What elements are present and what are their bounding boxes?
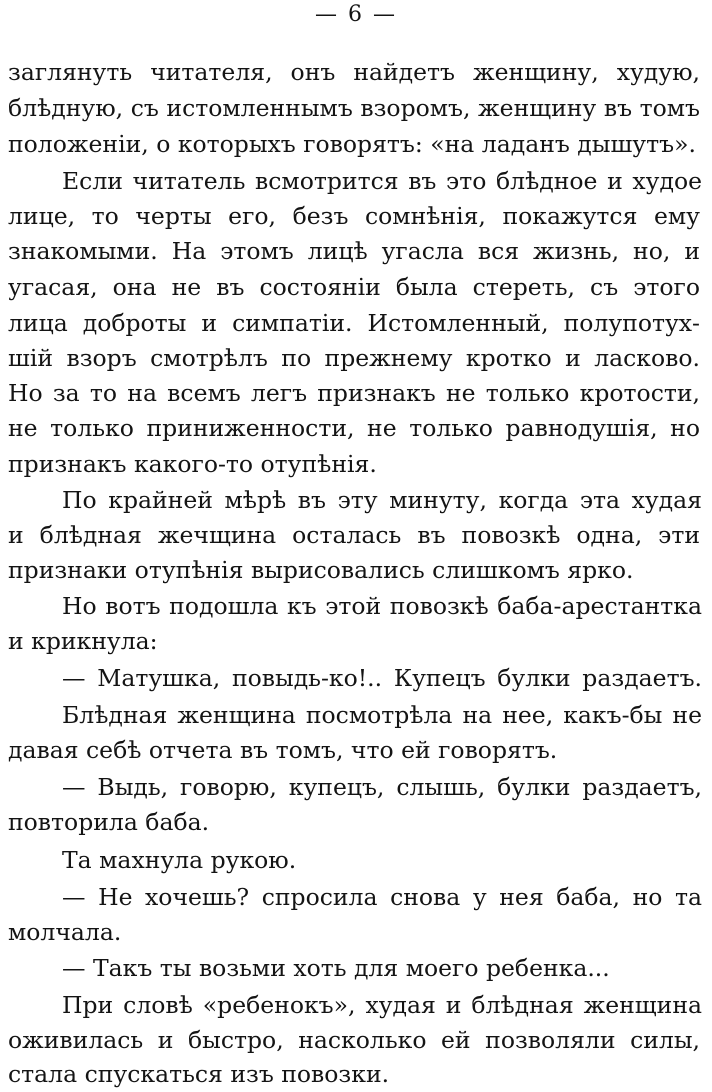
text-line: давая себѣ отчета въ томъ, что ей говорятъ. <box>8 736 558 764</box>
dialogue-line: — Такъ ты возьми хоть для моего ребенка... <box>62 954 610 982</box>
dialogue-line: — Выдь, говорю, купецъ, слышь, булки раздаетъ, <box>62 773 702 801</box>
text-line: признаки отупѣнiя вырисовались слишкомъ ярко. <box>8 556 634 584</box>
dialogue-line: — Матушка, повыдь-ко!.. Купецъ булки раздаетъ. <box>62 664 702 692</box>
text-line: оживилась и быстро, насколько ей позволяли силы, <box>8 1026 700 1054</box>
dialogue-line: — Не хочешь? спросила снова у нея баба, но та <box>62 883 702 911</box>
text-line: положенiи, о которыхъ говорятъ: «на ладанъ дышутъ». <box>8 130 696 158</box>
text-line: заглянуть читателя, онъ найдетъ женщину, худую, <box>8 58 700 86</box>
paragraph-start-line: Блѣдная женщина посмотрѣла на нее, какъ-бы не <box>62 701 702 729</box>
paragraph-start-line: Но вотъ подошла къ этой повозкѣ баба-арестантка <box>62 592 702 620</box>
page-number: — 6 — <box>315 2 397 27</box>
text-line: стала спускаться изъ повозки. <box>8 1060 390 1088</box>
text-line: знакомыми. На этомъ лицѣ угасла вся жизнь, но, и <box>8 237 700 265</box>
paragraph-start-line: При словѣ «ребенокъ», худая и блѣдная женщина <box>62 991 702 1019</box>
text-line: молчала. <box>8 918 122 946</box>
text-line: угасая, она не въ состоянiи была стереть, съ этого <box>8 273 700 301</box>
text-line: лице, то черты его, безъ сомнѣнiя, покажутся ему <box>8 202 700 230</box>
text-line: и крикнула: <box>8 627 158 655</box>
text-line: повторила баба. <box>8 808 210 836</box>
text-line: шiй взоръ смотрѣлъ по прежнему кротко и ласково. <box>8 344 700 372</box>
text-line: не только приниженности, не только равнодушiя, но <box>8 414 700 442</box>
paragraph-start-line: Если читатель всмотрится въ это блѣдное и худое <box>62 167 702 195</box>
text-line: блѣдную, съ истомленнымъ взоромъ, женщину въ томъ <box>8 94 700 122</box>
text-line: лица доброты и симпатiи. Истомленный, полупотух- <box>8 309 700 337</box>
text-line: признакъ какого-то отупѣнiя. <box>8 450 377 478</box>
text-line: Но за то на всемъ легъ признакъ не только кротости, <box>8 379 700 407</box>
text-line: и блѣдная жечщина осталась въ повозкѣ одна, эти <box>8 521 700 549</box>
paragraph-start-line: По крайней мѣрѣ въ эту минуту, когда эта худая <box>62 486 702 514</box>
paragraph-start-line: Та махнула рукою. <box>62 846 297 874</box>
